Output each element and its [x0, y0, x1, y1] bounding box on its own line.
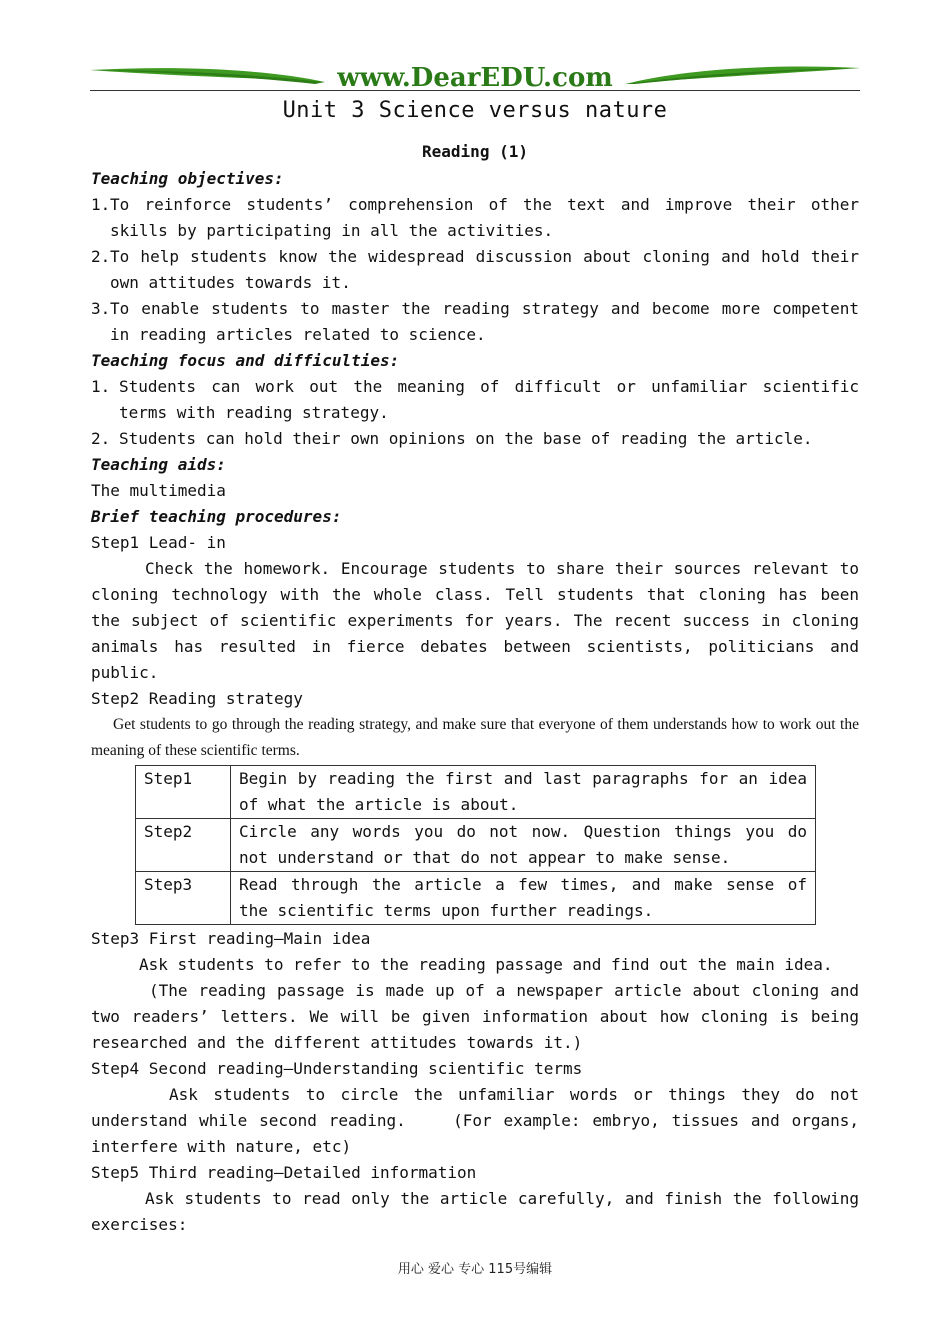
step1-title: Step1 Lead- in: [91, 533, 226, 552]
step5-text: Ask students to read only the article carefully, and finish the following exercises:: [91, 1189, 859, 1234]
objective-item: [91, 192, 859, 244]
table-desc-cell: Begin by reading the first and last paragraphs for an idea of what the article is about.: [231, 766, 816, 819]
focus-heading: Teaching focus and difficulties:: [91, 351, 400, 370]
focus-item: [91, 426, 859, 452]
step4-text: Ask students to circle the unfamiliar words or things they do not understand while second reading. (For example: embryo, tissues and organs, interfere with nature, etc): [91, 1085, 869, 1156]
objective-text: To help students know the widespread discussion about cloning and hold their own attitudes towards it.: [110, 247, 859, 292]
page-subtitle: Reading (1): [422, 142, 528, 161]
focus-number: 2.: [91, 429, 111, 448]
objective-item: [91, 244, 859, 296]
focus-number: 1.: [91, 377, 111, 396]
table-step-cell: Step1: [136, 766, 231, 819]
table-desc-cell: Circle any words you do not now. Question things you do not understand or that do not appear to make sense.: [231, 819, 816, 872]
table-row: [136, 872, 816, 925]
step3-note: (The reading passage is made up of a newspaper article about cloning and two readers’ letters. We will be given information about how cloning is being researched and the different attitudes towards it.): [91, 981, 859, 1052]
focus-text: Students can hold their own opinions on the base of reading the article.: [119, 429, 813, 448]
step1-text: Check the homework. Encourage students to share their sources relevant to cloning technology with the whole class. Tell students that cloning has been the subject of scientific experiments for years. The recent success in cloning animals has resulted in fierce debates between scientists, politicians and public.: [91, 559, 859, 682]
focus-item: [91, 374, 859, 426]
header-divider: [90, 90, 860, 91]
step2-title: Step2 Reading strategy: [91, 689, 303, 708]
step4-title: Step4 Second reading—Understanding scientific terms: [91, 1059, 583, 1078]
objective-number: 1.: [91, 195, 111, 214]
document-body: [91, 166, 869, 1238]
objective-item: [91, 296, 859, 348]
site-header-text: www.DearEDU.com: [337, 63, 613, 93]
procedures-heading: Brief teaching procedures:: [91, 507, 342, 526]
table-desc-cell: Read through the article a few times, and make sense of the scientific terms upon further readings.: [231, 872, 816, 925]
table-row: [136, 819, 816, 872]
reading-strategy-table: [135, 765, 816, 925]
step2-text: Get students to go through the reading strategy, and make sure that everyone of them understands how to work out the meaning of these scientific terms.: [91, 716, 859, 759]
aids-heading: Teaching aids:: [91, 455, 226, 474]
step3-text: Ask students to refer to the reading passage and find out the main idea.: [139, 955, 833, 974]
step5-title: Step5 Third reading—Detailed information: [91, 1163, 477, 1182]
objectives-heading: Teaching objectives:: [91, 169, 284, 188]
aids-text: The multimedia: [91, 481, 226, 500]
page-title: Unit 3 Science versus nature: [282, 98, 668, 123]
objective-text: To enable students to master the reading strategy and become more competent in reading articles related to science.: [110, 299, 859, 344]
step3-title: Step3 First reading—Main idea: [91, 929, 371, 948]
objective-number: 3.: [91, 299, 111, 318]
table-step-cell: Step3: [136, 872, 231, 925]
table-row: [136, 766, 816, 819]
objective-text: To reinforce students’ comprehension of the text and improve their other skills by participating in all the activities.: [110, 195, 859, 240]
page-footer: 用心 爱心 专心 115号编辑: [397, 1262, 553, 1277]
table-step-cell: Step2: [136, 819, 231, 872]
focus-text: Students can work out the meaning of difficult or unfamiliar scientific terms with reading strategy.: [119, 377, 859, 422]
objective-number: 2.: [91, 247, 111, 266]
